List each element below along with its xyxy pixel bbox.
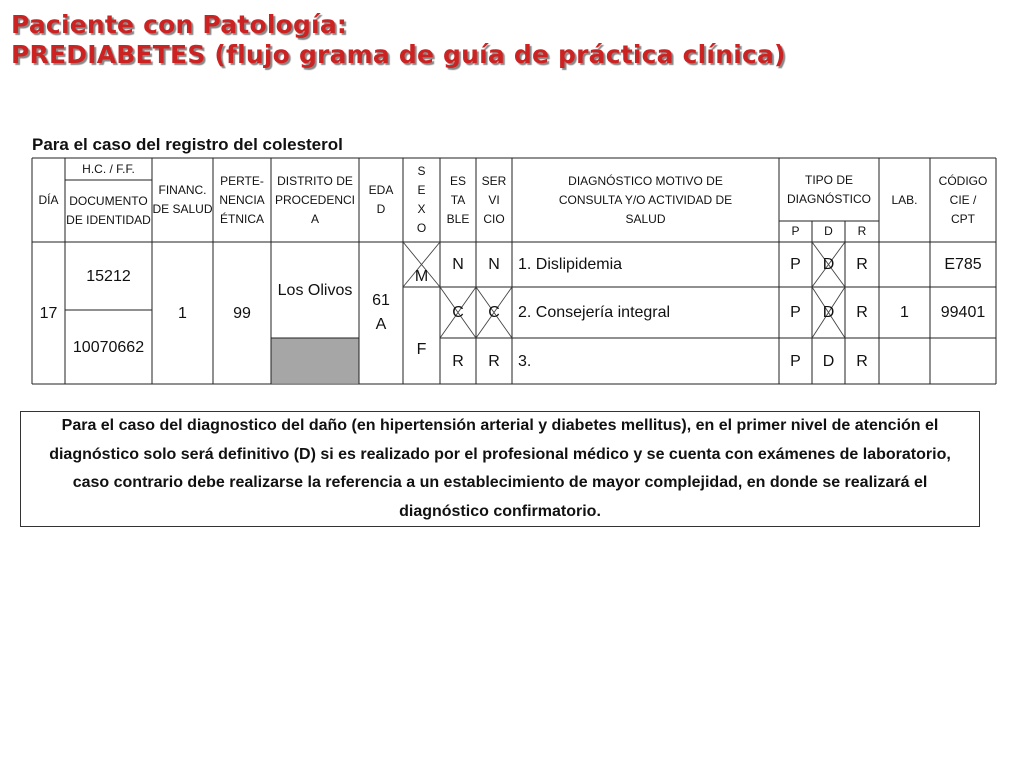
record-pertenencia: 99 xyxy=(233,304,251,322)
row1-servicio: N xyxy=(488,256,500,273)
row1-r: R xyxy=(856,256,868,273)
header-codigo: CÓDIGO CIE / CPT xyxy=(938,173,988,226)
header-financ: FINANC. DE SALUD xyxy=(152,183,213,216)
record-documento: 10070662 xyxy=(72,338,145,356)
row2-r: R xyxy=(856,304,868,321)
row1-codigo: E785 xyxy=(944,256,982,273)
header-diagnostico: DIAGNÓSTICO MOTIVO DE CONSULTA Y/O ACTIVIDAD DE SALUD xyxy=(558,173,733,226)
header-hc: H.C. / F.F. xyxy=(82,161,135,176)
header-distrito: DISTRITO DE PROCEDENCI A xyxy=(274,173,355,226)
row3-estable: R xyxy=(452,352,464,370)
header-tipo-r: R xyxy=(857,224,867,238)
row3-diagnostico: 3. xyxy=(518,352,532,370)
note-text: Para el caso del diagnostico del daño (en hipertensión arterial y diabetes mellitus), en el primer nivel de atención el diagnóstico solo será definitivo (D) si es realizado por el profesional médico y se cuenta con exámenes de laboratorio, caso contrario debe realizarse la referencia a un establecimiento de mayor complejidad, en donde se realizará el diagnóstico confirmatorio. xyxy=(49,417,951,520)
row1-d: D xyxy=(822,256,835,273)
title-line-2: PREDIABETES (flujo grama de guía de práctica clínica) xyxy=(11,40,786,69)
row1-p: P xyxy=(790,256,801,273)
row3-lab xyxy=(879,338,930,384)
record-sexo-m: M xyxy=(414,267,429,285)
record-financ: 1 xyxy=(178,304,187,322)
row1-estable: N xyxy=(452,256,464,273)
row2-servicio: C xyxy=(488,304,500,321)
record-hc: 15212 xyxy=(86,267,131,285)
header-edad: EDA D xyxy=(368,183,394,216)
row3-d: D xyxy=(822,352,835,370)
header-pertenencia: PERTE- NENCIA ÉTNICA xyxy=(219,173,265,226)
row2-lab: 1 xyxy=(900,304,909,321)
header-sexo: S E X O xyxy=(416,164,427,235)
row2-codigo: 99401 xyxy=(940,304,986,321)
header-documento: DOCUMENTO DE IDENTIDAD xyxy=(66,194,151,227)
row2-estable: C xyxy=(452,304,464,321)
record-edad: 61 A xyxy=(372,292,390,333)
row3-p: P xyxy=(790,352,801,370)
header-servicio: SER VI CIO xyxy=(481,173,507,226)
header-tipo-d: D xyxy=(824,224,833,238)
header-tipo-p: P xyxy=(791,224,800,238)
row2-diagnostico: 2. Consejería integral xyxy=(518,304,671,321)
note-box xyxy=(20,411,980,527)
row2-d: D xyxy=(822,304,835,321)
title-line-1: Paciente con Patología: xyxy=(11,10,348,39)
row2-p: P xyxy=(790,304,801,321)
header-lab: LAB. xyxy=(891,192,918,207)
header-dia: DÍA xyxy=(38,192,59,207)
row1-lab xyxy=(879,242,930,287)
shaded-cell xyxy=(271,338,359,383)
section-caption: Para el caso del registro del colesterol xyxy=(32,135,343,154)
header-estable: ES TA BLE xyxy=(446,173,470,226)
record-sexo-f: F xyxy=(416,340,427,358)
row3-servicio: R xyxy=(488,352,500,370)
row1-diagnostico: 1. Dislipidemia xyxy=(518,256,623,273)
row3-codigo xyxy=(930,338,996,384)
record-distrito: Los Olivos xyxy=(277,281,353,299)
record-dia: 17 xyxy=(39,304,58,322)
header-tipo: TIPO DE DIAGNÓSTICO xyxy=(787,172,872,206)
row3-r: R xyxy=(856,352,868,370)
